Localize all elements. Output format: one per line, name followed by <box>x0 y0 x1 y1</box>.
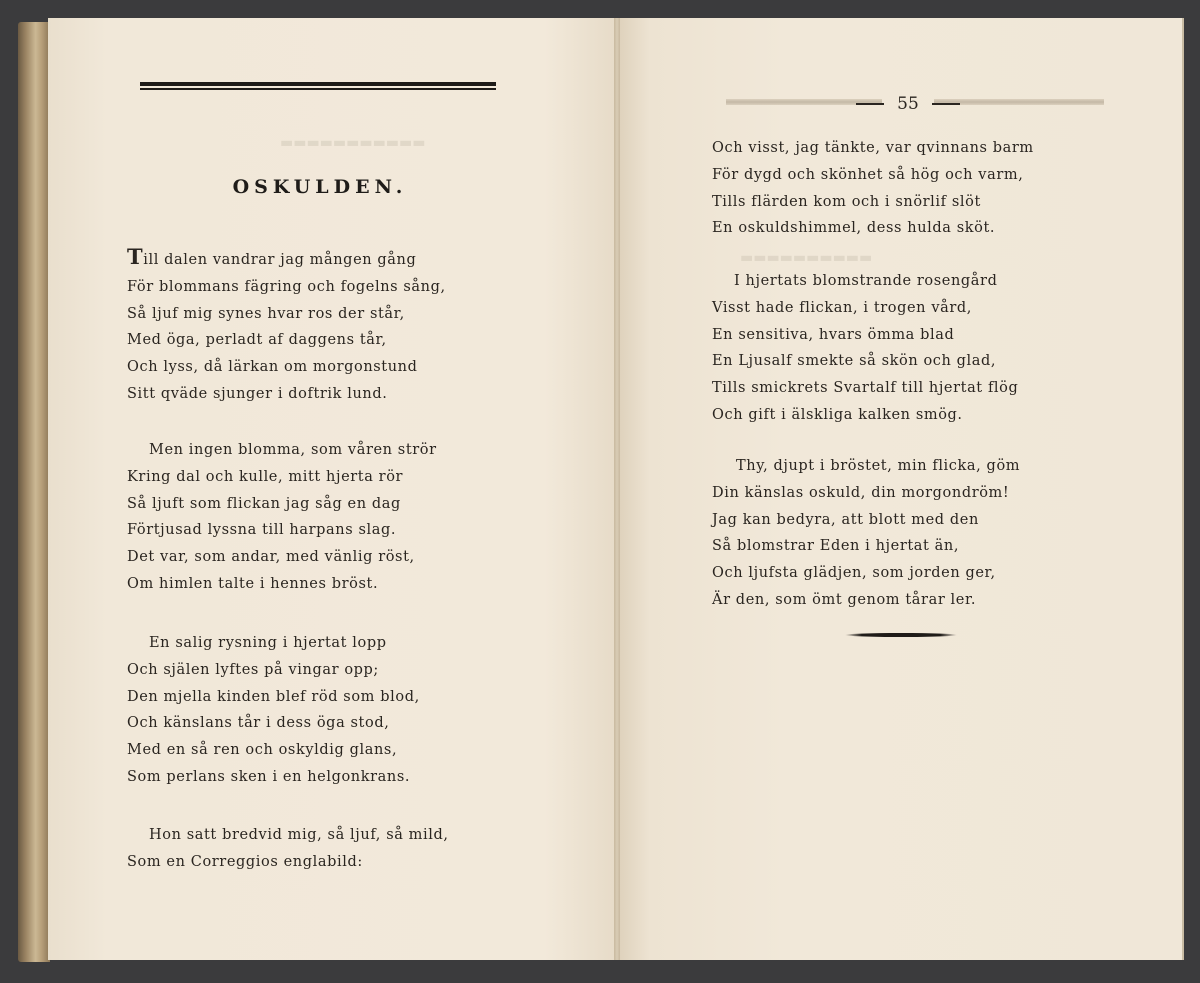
poem-line: För blommans fägring och fogelns sång, <box>127 278 446 295</box>
poem-line: Och själen lyftes på vingar opp; <box>127 661 379 678</box>
poem-line: Som en Correggios englabild: <box>127 853 363 870</box>
poem-line: Thy, djupt i bröstet, min flicka, göm <box>736 458 1021 474</box>
stanza-2 <box>127 437 437 598</box>
poem-line: Är den, som ömt genom tårar ler. <box>712 591 977 608</box>
page-number-dash-left <box>856 103 884 105</box>
stanza-6 <box>712 268 1018 429</box>
poem-line: Hon satt bredvid mig, så ljuf, så mild, <box>149 827 449 843</box>
page-edges <box>18 22 50 962</box>
stanza-4 <box>127 822 449 876</box>
poem-line: Så ljuf mig synes hvar ros der står, <box>127 305 405 322</box>
poem-line: Och lyss, då lärkan om morgonstund <box>127 359 418 376</box>
end-ornament-rule <box>845 633 957 637</box>
poem-line: Och visst, jag tänkte, var qvinnans barm <box>712 140 1034 156</box>
page-number: 55 <box>897 94 919 114</box>
drop-initial: T <box>127 244 144 269</box>
poem-line: Jag kan bedyra, att blott med den <box>712 511 979 528</box>
poem-line: För dygd och skönhet så hög och varm, <box>712 166 1024 183</box>
poem-line: Kring dal och kulle, mitt hjerta rör <box>127 468 404 485</box>
poem-line: Med en så ren och oskyldig glans, <box>127 742 398 759</box>
poem-line: Den mjella kinden blef röd som blod, <box>127 688 420 705</box>
stanza-3 <box>127 630 420 791</box>
poem-line: Så blomstrar Eden i hjertat än, <box>712 538 960 555</box>
poem-line-rest: ill dalen vandrar jag mången gång <box>143 252 417 268</box>
poem-line: En sensitiva, hvars ömma blad <box>712 326 955 343</box>
poem-line: I hjertats blomstrande rosengård <box>734 273 998 289</box>
poem-line: Tills smickrets Svartalf till hjertat flög <box>712 380 1019 397</box>
poem-line: Om himlen talte i hennes bröst. <box>127 575 379 592</box>
poem-line: Förtjusad lyssna till harpans slag. <box>127 522 397 539</box>
poem-line <box>127 244 446 274</box>
show-through-text: ▬▬▬▬▬▬▬▬▬▬ <box>740 250 873 266</box>
poem-line: Så ljuft som flickan jag såg en dag <box>127 495 401 512</box>
poem-line: Det var, som andar, med vänlig röst, <box>127 549 415 566</box>
poem-line: Och gift i älskliga kalken smög. <box>712 406 963 423</box>
stanza-7 <box>712 453 1020 614</box>
poem-line: En salig rysning i hjertat lopp <box>149 635 387 651</box>
stanza-5 <box>712 135 1034 242</box>
show-through-text: ▬▬▬▬▬▬▬▬▬▬▬ <box>280 135 426 151</box>
page-number-dash-right <box>932 103 960 105</box>
poem-line: Som perlans sken i en helgonkrans. <box>127 768 411 785</box>
poem-line: Och känslans tår i dess öga stod, <box>127 715 390 732</box>
poem-line: Och ljufsta glädjen, som jorden ger, <box>712 565 996 582</box>
stanza-1 <box>127 244 446 408</box>
poem-line: Med öga, perladt af daggens tår, <box>127 332 387 349</box>
title-rule <box>140 82 496 90</box>
poem-line: Sitt qväde sjunger i doftrik lund. <box>127 385 388 402</box>
poem-line: Din känslas oskuld, din morgondröm! <box>712 484 1010 501</box>
poem-line: Tills flärden kom och i snörlif slöt <box>712 193 981 210</box>
poem-line: Men ingen blomma, som våren strör <box>149 442 437 458</box>
poem-line: Visst hade flickan, i trogen vård, <box>712 299 972 316</box>
poem-line: En oskuldshimmel, dess hulda sköt. <box>712 220 996 237</box>
poem-title: OSKULDEN. <box>232 176 408 198</box>
poem-line: En Ljusalf smekte så skön och glad, <box>712 353 997 370</box>
book-gutter <box>614 18 620 960</box>
